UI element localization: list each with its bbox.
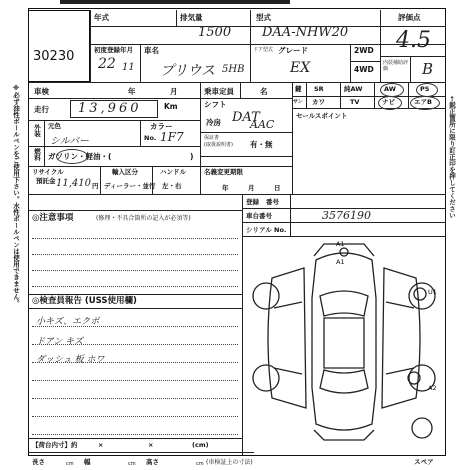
shift-value: DAT (232, 110, 260, 125)
car-windshield (320, 291, 368, 316)
damage-mark-right-front (414, 288, 426, 300)
car-damage-diagram (244, 238, 444, 444)
length-cm: cm (66, 461, 74, 467)
nenshiki-month: 11 (122, 62, 135, 73)
chassis-label: 車台番号 (246, 212, 272, 220)
car-body-outline (312, 253, 376, 430)
shaken-month: 月 (170, 87, 178, 96)
interior-label: 内装補助評価 (383, 60, 409, 72)
cargo-cm: (cm) (192, 441, 209, 449)
caution-title: ◎注意事項 (32, 213, 74, 223)
mileage-label: 走行 (34, 105, 49, 114)
spare-tire (412, 418, 432, 438)
warranty-value: 有・無 (250, 140, 273, 149)
shaken-label: 車検 (34, 87, 49, 96)
nenshiki-label: 年式 (94, 13, 109, 22)
wheel-front-left (253, 283, 279, 309)
warranty-label: 保証書 (204, 135, 220, 141)
car-left-side (268, 268, 306, 408)
import-value: ディーラー・並行 (104, 182, 156, 190)
mileage-unit: Km (164, 102, 178, 111)
first-reg-label: 初度登録年月 (94, 46, 133, 54)
recycle-label: リサイクル (32, 168, 64, 176)
mileage-value: 13,960 (78, 101, 142, 116)
doors-label: ドア型式 (253, 47, 273, 53)
diagram-mark-right: U1 (428, 288, 437, 296)
lot-number: 30230 (33, 49, 75, 64)
spare-label: スペア (414, 458, 434, 466)
handle-value: 左・右 (162, 182, 182, 190)
option-sr: SR (314, 85, 324, 93)
damage-mark-front (340, 248, 348, 256)
option-leather: カワ (312, 98, 325, 106)
inspector-title: ◎検査員報告 (USS使用欄) (32, 296, 137, 306)
option-circle-aw (380, 83, 404, 97)
car-rear-window (320, 370, 368, 393)
lot-number-box (28, 10, 90, 82)
shift-label-visible: シフト (204, 100, 227, 109)
import-label: 輸入区分 (112, 168, 138, 176)
interior-value: B (422, 60, 434, 78)
inspector-line-1: 小キズ、エクボ (36, 317, 100, 327)
nenshiki-value: 22 (98, 56, 116, 72)
ac-label: 冷房 (206, 118, 221, 127)
left-note: ※必ず油性ボールペンをご使用下さい。水性ボールペンは使用できません。 (12, 84, 20, 307)
width-label: 幅 (84, 458, 91, 466)
recycle-value: 11,410 (56, 178, 91, 189)
option-genuine-aw: 純AW (344, 85, 363, 93)
ac-value: AAC (250, 118, 275, 131)
color-code-value: 1F7 (160, 130, 184, 144)
cargo-label: 【荷台内寸】約 (32, 441, 78, 449)
reg-number-label: 番号 (266, 198, 279, 206)
serial-label: シリアル No. (246, 226, 287, 234)
recycle-label-2: 預託金 (36, 177, 56, 185)
displacement-value: 1500 (198, 25, 232, 40)
seats-label: 乗車定員 (204, 87, 234, 96)
cargo-times-2: × (148, 441, 154, 449)
drive-2wd: 2WD (354, 46, 374, 55)
car-name-value: プリウス (160, 63, 216, 79)
car-right-side (382, 268, 420, 408)
color-value: シルバー (50, 136, 90, 147)
diagram-mark-front-lower: A1 (336, 258, 345, 266)
model-label: 型式 (256, 13, 271, 22)
diagram-mark-right-rear: A2 (428, 384, 437, 392)
displacement-label: 排気量 (180, 13, 203, 22)
chassis-value: 3576190 (322, 209, 371, 222)
name-change-day: 日 (274, 184, 281, 192)
rear-bumper (314, 430, 374, 440)
name-change-month: 月 (248, 184, 255, 192)
exterior-hint: 元色 (48, 122, 61, 130)
body-type: 5HB (222, 64, 245, 75)
truck-note: (車検証上の寸法) (206, 459, 253, 466)
shaken-year: 年 (128, 87, 136, 96)
right-note: ←鋭正箇所に限り訂正印を押してください (448, 96, 456, 219)
warranty-sub: (取扱説明書) (204, 142, 233, 148)
option-circle-ps (416, 83, 438, 97)
car-roof (324, 318, 364, 368)
option-tv: TV (350, 98, 360, 106)
seats-unit: 名 (260, 87, 268, 96)
option-circle-navi (378, 96, 402, 110)
height-cm: cm (196, 461, 204, 467)
option-navi: ナビ (382, 98, 395, 106)
option-airbag: エアB (414, 98, 432, 106)
model-value: DAA-NHW20 (262, 25, 349, 40)
recycle-unit: 円 (92, 182, 99, 190)
color-code-label: No. (144, 134, 157, 142)
diagram-mark-front: A1 (336, 240, 345, 248)
wheel-front-right (409, 283, 435, 309)
reg-label: 登録 (246, 198, 259, 206)
fuel-options: ガソリン・軽油・( (48, 152, 112, 161)
grade-label: グレード (278, 46, 308, 55)
fuel-label: 燃料 (33, 148, 41, 161)
grade-value: EX (290, 60, 311, 76)
name-change-year: 年 (222, 184, 229, 192)
score-value: 4.5 (396, 28, 431, 53)
option-circle-airbag (410, 96, 440, 110)
length-label: 長さ (32, 458, 45, 466)
handle-label: ハンドル (160, 168, 186, 176)
option-aw: AW (384, 85, 396, 93)
wheel-rear-left (253, 365, 279, 391)
drive-4wd: 4WD (354, 65, 374, 74)
option-key: 鍵 (295, 85, 302, 93)
option-sun: サン (293, 99, 303, 105)
inspector-line-3: ダッシュ 板 ホワ (36, 355, 105, 365)
cargo-times-1: × (98, 441, 104, 449)
inspector-line-2: ドアン キズ (36, 337, 84, 347)
car-name-label: 車名 (144, 46, 159, 55)
option-ps: PS (420, 85, 430, 93)
fuel-close: ) (190, 152, 194, 161)
name-change-label: 名義変更期限 (204, 168, 243, 176)
height-label: 高さ (146, 458, 159, 466)
caution-sub: (修理・不具合箇所の記入が必須等) (96, 215, 191, 222)
score-label: 評価点 (398, 13, 421, 22)
width-cm: cm (128, 461, 136, 467)
color-label: カラー (150, 122, 173, 131)
top-edge (60, 0, 290, 4)
exterior-label: 外装 (33, 124, 41, 137)
fuel-circle (56, 149, 88, 164)
sales-point-label: セールスポイント (296, 112, 348, 120)
